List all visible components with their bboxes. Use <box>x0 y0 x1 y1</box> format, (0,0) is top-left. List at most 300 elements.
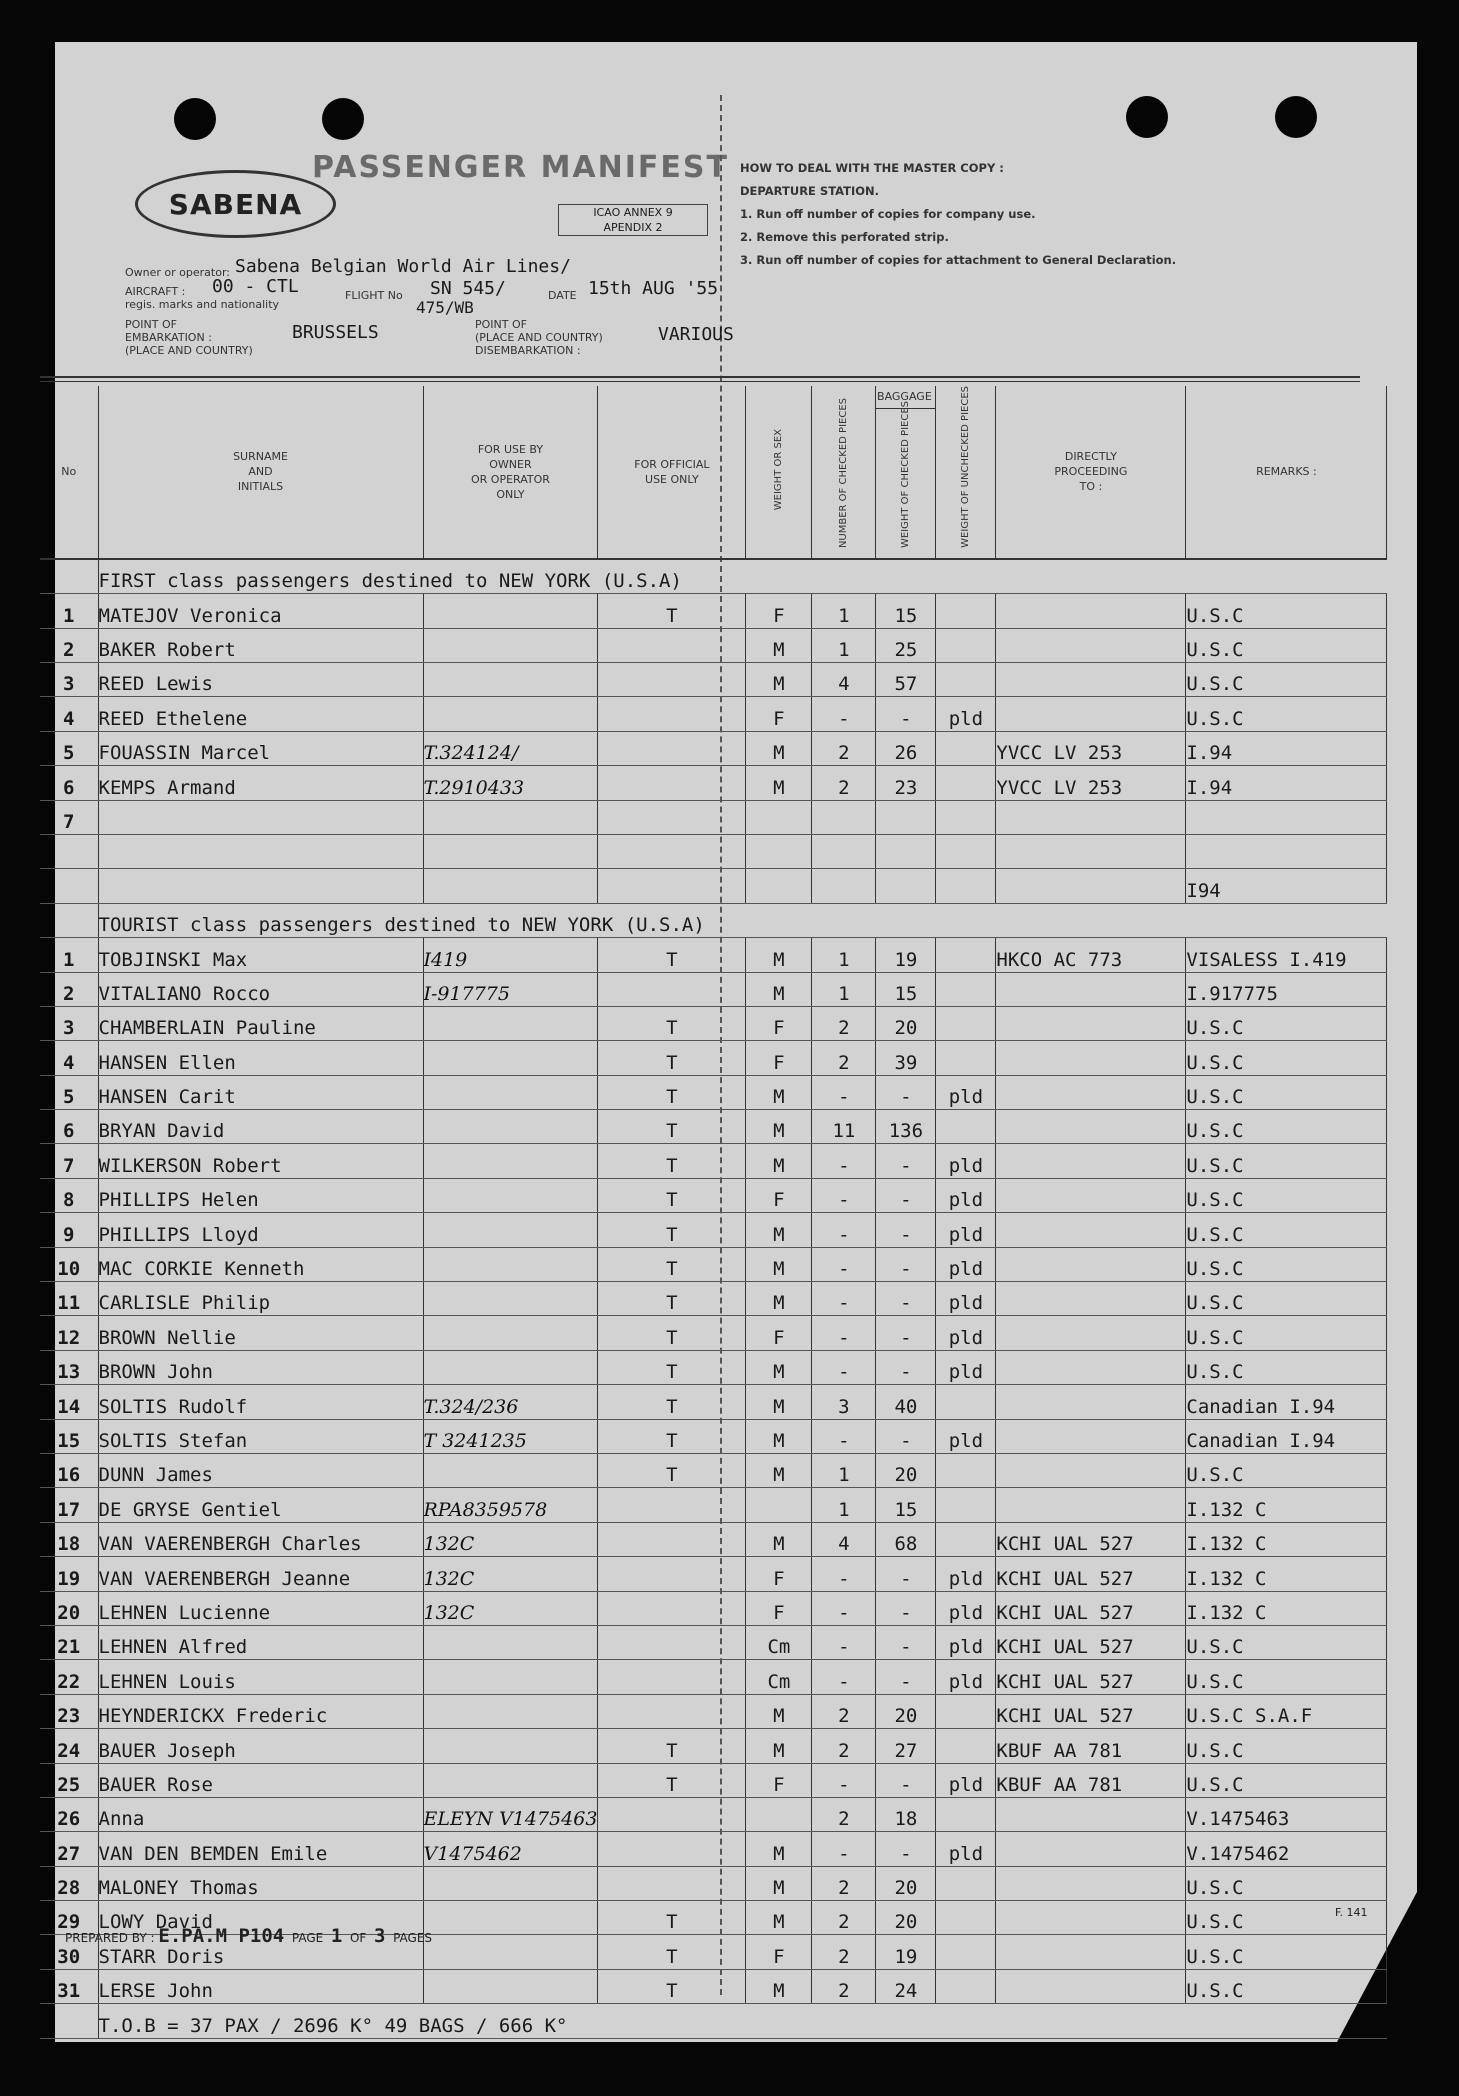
unchecked-weight: pld <box>936 1832 996 1866</box>
passenger-name: HANSEN Carit <box>98 1075 423 1109</box>
sex-male: M <box>773 948 785 971</box>
remarks: U.S.C <box>1186 628 1387 662</box>
unchecked-weight <box>936 1797 996 1831</box>
official-use-mark: T <box>598 1006 746 1040</box>
row-number: 18 <box>40 1522 98 1556</box>
row-number: 27 <box>40 1832 98 1866</box>
row-number: 5 <box>40 1075 98 1109</box>
remarks: U.S.C S.A.F <box>1186 1694 1387 1728</box>
weight-or-sex <box>746 1178 812 1212</box>
owner-use-entry <box>423 1316 598 1350</box>
remarks: U.S.C <box>1186 1901 1387 1935</box>
official-use-mark: T <box>598 1350 746 1384</box>
col-surname <box>98 386 423 559</box>
row-number: 15 <box>40 1419 98 1453</box>
checked-weight: - <box>876 1178 936 1212</box>
remarks: V.1475463 <box>1186 1797 1387 1831</box>
checked-weight: - <box>876 1557 936 1591</box>
section-heading-row <box>40 559 1387 594</box>
unchecked-weight: pld <box>936 1591 996 1625</box>
sex-female: F <box>773 604 785 627</box>
remarks: U.S.C <box>1186 1625 1387 1659</box>
row-number: 8 <box>40 1178 98 1212</box>
row-number: 22 <box>40 1660 98 1694</box>
checked-pieces: - <box>812 697 876 731</box>
checked-weight: - <box>876 1832 936 1866</box>
instructions-heading: HOW TO DEAL WITH THE MASTER COPY : <box>740 161 1004 175</box>
official-use-mark <box>598 663 746 697</box>
embark-label: EMBARKATION : <box>125 331 212 344</box>
col-unchecked-weight-label: WEIGHT OF UNCHECKED PIECES <box>960 386 972 548</box>
official-use-mark: T <box>598 1969 746 2003</box>
passenger-name: REED Ethelene <box>98 697 423 731</box>
row-number: 2 <box>40 628 98 662</box>
official-use-mark <box>598 1797 746 1831</box>
weight-or-sex <box>746 663 812 697</box>
checked-pieces: - <box>812 1660 876 1694</box>
checked-pieces: 1 <box>812 628 876 662</box>
sex-male: M <box>773 1154 785 1177</box>
checked-weight: 15 <box>876 594 936 628</box>
checked-pieces: 3 <box>812 1385 876 1419</box>
unchecked-weight <box>936 1729 996 1763</box>
punch-hole <box>174 98 216 140</box>
col-directly <box>996 386 1186 559</box>
owner-use-entry <box>423 800 598 834</box>
official-use-mark: T <box>598 594 746 628</box>
manifest-body <box>40 559 1387 2038</box>
checked-weight: 24 <box>876 1969 936 2003</box>
weight-or-sex <box>746 1901 812 1935</box>
col-surname-line: SURNAME <box>233 450 288 464</box>
owner-use-entry <box>423 1041 598 1075</box>
row-number: 31 <box>40 1969 98 2003</box>
directly-proceeding <box>996 1213 1186 1247</box>
aircraft-value: 00 - CTL <box>212 276 299 297</box>
weight-or-sex <box>746 1453 812 1487</box>
owner-use-entry <box>423 1350 598 1384</box>
unchecked-weight <box>936 869 996 903</box>
weight-or-sex <box>746 1694 812 1728</box>
checked-pieces: 2 <box>812 1729 876 1763</box>
passenger-row <box>40 1453 1387 1487</box>
weight-or-sex <box>746 834 812 868</box>
owner-use-entry: 132C <box>423 1557 598 1591</box>
passenger-row <box>40 766 1387 800</box>
remarks: U.S.C <box>1186 1660 1387 1694</box>
checked-pieces: - <box>812 1178 876 1212</box>
owner-label: Owner or operator: <box>125 266 230 279</box>
weight-or-sex <box>746 869 812 903</box>
footer <box>65 1925 432 1947</box>
sex-male: Cm <box>767 1636 791 1659</box>
checked-weight <box>876 869 936 903</box>
weight-or-sex <box>746 1213 812 1247</box>
passenger-row <box>40 1488 1387 1522</box>
unchecked-weight: pld <box>936 1660 996 1694</box>
passenger-row <box>40 869 1387 903</box>
official-use-mark <box>598 1694 746 1728</box>
unchecked-weight <box>936 628 996 662</box>
passenger-row <box>40 1247 1387 1281</box>
sex-male: M <box>773 982 785 1005</box>
checked-pieces: 2 <box>812 1866 876 1900</box>
weight-or-sex <box>746 1866 812 1900</box>
remarks: U.S.C <box>1186 1350 1387 1384</box>
checked-weight: 23 <box>876 766 936 800</box>
directly-proceeding <box>996 834 1186 868</box>
official-use-mark: T <box>598 1178 746 1212</box>
remarks: I.94 <box>1186 766 1387 800</box>
row-number: 24 <box>40 1729 98 1763</box>
page-title: PASSENGER MANIFEST <box>312 150 729 185</box>
checked-pieces: - <box>812 1213 876 1247</box>
directly-proceeding <box>996 869 1186 903</box>
row-number: 11 <box>40 1282 98 1316</box>
directly-proceeding <box>996 1350 1186 1384</box>
unchecked-weight: pld <box>936 1419 996 1453</box>
remarks: I.132 C <box>1186 1488 1387 1522</box>
remarks: U.S.C <box>1186 1729 1387 1763</box>
unchecked-weight <box>936 1006 996 1040</box>
col-owner-line: FOR USE BY <box>477 442 544 456</box>
remarks: Canadian I.94 <box>1186 1385 1387 1419</box>
owner-use-entry <box>423 1213 598 1247</box>
sex-male: M <box>773 1395 785 1418</box>
remarks: U.S.C <box>1186 1453 1387 1487</box>
directly-proceeding <box>996 663 1186 697</box>
remarks: U.S.C <box>1186 1075 1387 1109</box>
remarks: U.S.C <box>1186 1935 1387 1969</box>
weight-or-sex <box>746 938 812 972</box>
row-number <box>40 869 98 903</box>
weight-or-sex <box>746 1557 812 1591</box>
passenger-name: PHILLIPS Lloyd <box>98 1213 423 1247</box>
checked-weight: 68 <box>876 1522 936 1556</box>
unchecked-weight <box>936 1866 996 1900</box>
owner-use-entry <box>423 1694 598 1728</box>
official-use-mark: T <box>598 1041 746 1075</box>
disembark-label: POINT OF <box>475 318 527 331</box>
owner-use-entry <box>423 869 598 903</box>
checked-pieces <box>812 800 876 834</box>
passenger-row <box>40 1075 1387 1109</box>
weight-or-sex <box>746 800 812 834</box>
owner-use-entry <box>423 663 598 697</box>
row-number: 4 <box>40 1041 98 1075</box>
official-use-mark <box>598 1625 746 1659</box>
checked-pieces <box>812 834 876 868</box>
manifest-table <box>40 386 1387 2039</box>
sex-male: M <box>773 776 785 799</box>
directly-proceeding <box>996 1969 1186 2003</box>
unchecked-weight <box>936 663 996 697</box>
sex-male: M <box>773 1842 785 1865</box>
unchecked-weight: pld <box>936 1763 996 1797</box>
date-value: 15th AUG '55 <box>588 278 719 299</box>
owner-use-entry: 132C <box>423 1591 598 1625</box>
remarks: U.S.C <box>1186 1144 1387 1178</box>
weight-or-sex <box>746 1350 812 1384</box>
checked-pieces: - <box>812 1763 876 1797</box>
owner-use-entry <box>423 1625 598 1659</box>
passenger-name: MAC CORKIE Kenneth <box>98 1247 423 1281</box>
weight-or-sex <box>746 1419 812 1453</box>
official-use-mark: T <box>598 1110 746 1144</box>
checked-weight: 15 <box>876 1488 936 1522</box>
checked-weight: - <box>876 1419 936 1453</box>
passenger-row <box>40 1041 1387 1075</box>
official-use-mark <box>598 766 746 800</box>
remarks <box>1186 800 1387 834</box>
passenger-row <box>40 972 1387 1006</box>
passenger-name: BROWN Nellie <box>98 1316 423 1350</box>
checked-weight: - <box>876 1247 936 1281</box>
owner-use-entry: 132C <box>423 1522 598 1556</box>
remarks: Canadian I.94 <box>1186 1419 1387 1453</box>
directly-proceeding <box>996 1041 1186 1075</box>
unchecked-weight: pld <box>936 1178 996 1212</box>
passenger-row <box>40 1110 1387 1144</box>
checked-weight: 39 <box>876 1041 936 1075</box>
passenger-name: VITALIANO Rocco <box>98 972 423 1006</box>
passenger-row <box>40 1006 1387 1040</box>
col-owner-line: OR OPERATOR <box>470 472 550 486</box>
checked-weight: 15 <box>876 972 936 1006</box>
passenger-name: DUNN James <box>98 1453 423 1487</box>
passenger-name: VAN DEN BEMDEN Emile <box>98 1832 423 1866</box>
unchecked-weight <box>936 1041 996 1075</box>
checked-pieces: - <box>812 1419 876 1453</box>
official-use-mark <box>598 731 746 765</box>
directly-proceeding <box>996 628 1186 662</box>
remarks: U.S.C <box>1186 1247 1387 1281</box>
passenger-row <box>40 1419 1387 1453</box>
checked-weight: - <box>876 1213 936 1247</box>
weight-or-sex <box>746 1144 812 1178</box>
passenger-name: SOLTIS Rudolf <box>98 1385 423 1419</box>
owner-use-entry: RPA8359578 <box>423 1488 598 1522</box>
passenger-row <box>40 1557 1387 1591</box>
owner-use-entry <box>423 628 598 662</box>
passenger-name: HEYNDERICKX Frederic <box>98 1694 423 1728</box>
punch-hole <box>322 98 364 140</box>
divider <box>40 376 1360 378</box>
unchecked-weight: pld <box>936 1213 996 1247</box>
flight-label: FLIGHT No <box>345 289 403 302</box>
weight-or-sex <box>746 1110 812 1144</box>
row-number: 30 <box>40 1935 98 1969</box>
sex-male: M <box>773 1292 785 1315</box>
official-use-mark: T <box>598 1213 746 1247</box>
owner-use-entry <box>423 1282 598 1316</box>
unchecked-weight <box>936 1488 996 1522</box>
col-checked-weight-label: WEIGHT OF CHECKED PIECES <box>900 400 912 548</box>
directly-proceeding <box>996 1385 1186 1419</box>
sex-male: M <box>773 1533 785 1556</box>
owner-value: Sabena Belgian World Air Lines/ <box>235 256 571 277</box>
owner-use-entry <box>423 1006 598 1040</box>
official-use-mark: T <box>598 938 746 972</box>
weight-or-sex <box>746 1832 812 1866</box>
sex-male: M <box>773 673 785 696</box>
directly-proceeding: KCHI UAL 527 <box>996 1557 1186 1591</box>
checked-weight: - <box>876 1282 936 1316</box>
aircraft-label: AIRCRAFT : <box>125 285 186 298</box>
icao-line: APENDIX 2 <box>603 221 663 234</box>
passenger-row <box>40 1316 1387 1350</box>
checked-weight: 25 <box>876 628 936 662</box>
directly-proceeding <box>996 1935 1186 1969</box>
unchecked-weight: pld <box>936 1144 996 1178</box>
unchecked-weight <box>936 1694 996 1728</box>
directly-proceeding <box>996 1797 1186 1831</box>
row-number: 17 <box>40 1488 98 1522</box>
disembark-label: DISEMBARKATION : <box>475 344 581 357</box>
page-label: PAGE <box>291 1931 324 1945</box>
weight-or-sex <box>746 1488 812 1522</box>
directly-proceeding: KCHI UAL 527 <box>996 1660 1186 1694</box>
directly-proceeding: KBUF AA 781 <box>996 1763 1186 1797</box>
col-owner-line: OWNER <box>489 457 532 471</box>
passenger-row <box>40 834 1387 868</box>
remarks: U.S.C <box>1186 1041 1387 1075</box>
remarks: I.132 C <box>1186 1591 1387 1625</box>
weight-or-sex <box>746 1247 812 1281</box>
icao-line: ICAO ANNEX 9 <box>593 206 673 219</box>
weight-or-sex <box>746 1522 812 1556</box>
checked-pieces: 11 <box>812 1110 876 1144</box>
checked-pieces: - <box>812 1350 876 1384</box>
checked-weight <box>876 800 936 834</box>
passenger-row <box>40 1866 1387 1900</box>
checked-pieces: - <box>812 1144 876 1178</box>
row-number: 7 <box>40 800 98 834</box>
sex-male: M <box>773 1429 785 1452</box>
checked-pieces: - <box>812 1316 876 1350</box>
directly-proceeding <box>996 1110 1186 1144</box>
disembark-label: (PLACE AND COUNTRY) <box>475 331 603 344</box>
checked-weight: - <box>876 1144 936 1178</box>
weight-or-sex <box>746 1041 812 1075</box>
passenger-name: REED Lewis <box>98 663 423 697</box>
checked-pieces: 2 <box>812 1935 876 1969</box>
row-number: 14 <box>40 1385 98 1419</box>
unchecked-weight: pld <box>936 1625 996 1659</box>
passenger-row <box>40 1694 1387 1728</box>
checked-pieces: 1 <box>812 972 876 1006</box>
remarks: U.S.C <box>1186 1178 1387 1212</box>
remarks: U.S.C <box>1186 697 1387 731</box>
directly-proceeding <box>996 1247 1186 1281</box>
weight-or-sex <box>746 1797 812 1831</box>
directly-proceeding <box>996 594 1186 628</box>
sex-female: F <box>773 1189 785 1212</box>
passenger-name: LEHNEN Alfred <box>98 1625 423 1659</box>
owner-use-entry: T.324/236 <box>423 1385 598 1419</box>
sex-female: F <box>773 1017 785 1040</box>
directly-proceeding <box>996 1144 1186 1178</box>
checked-pieces: - <box>812 1832 876 1866</box>
directly-proceeding: KCHI UAL 527 <box>996 1591 1186 1625</box>
owner-use-entry: V1475462 <box>423 1832 598 1866</box>
of-value: 3 <box>373 1925 386 1947</box>
official-use-mark: T <box>598 1419 746 1453</box>
passenger-name: PHILLIPS Helen <box>98 1178 423 1212</box>
remarks: I.132 C <box>1186 1557 1387 1591</box>
weight-or-sex <box>746 697 812 731</box>
official-use-mark <box>598 834 746 868</box>
passenger-name: FOUASSIN Marcel <box>98 731 423 765</box>
checked-pieces: - <box>812 1625 876 1659</box>
passenger-name: MATEJOV Veronica <box>98 594 423 628</box>
official-use-mark: T <box>598 1453 746 1487</box>
section-heading: TOURIST class passengers destined to NEW YORK (U.S.A) <box>98 903 1387 937</box>
instruction-step: 1. Run off number of copies for company use. <box>740 207 1036 221</box>
row-number: 28 <box>40 1866 98 1900</box>
totals-row <box>40 2004 1387 2038</box>
remarks: U.S.C <box>1186 1763 1387 1797</box>
disembark-value: VARIOUS <box>658 324 734 345</box>
unchecked-weight <box>936 1969 996 2003</box>
passenger-name: BRYAN David <box>98 1110 423 1144</box>
unchecked-weight: pld <box>936 697 996 731</box>
unchecked-weight <box>936 766 996 800</box>
directly-proceeding <box>996 1282 1186 1316</box>
sex-male: M <box>773 639 785 661</box>
sex-male: M <box>773 1258 785 1281</box>
sex-male: M <box>773 1464 785 1487</box>
row-number: 21 <box>40 1625 98 1659</box>
passenger-name: DE GRYSE Gentiel <box>98 1488 423 1522</box>
unchecked-weight <box>936 731 996 765</box>
checked-pieces: 2 <box>812 1041 876 1075</box>
official-use-mark <box>598 1660 746 1694</box>
weight-or-sex <box>746 972 812 1006</box>
col-remarks: REMARKS : <box>1186 386 1387 559</box>
punch-hole <box>1275 96 1317 138</box>
directly-proceeding: KCHI UAL 527 <box>996 1625 1186 1659</box>
unchecked-weight <box>936 1453 996 1487</box>
table-header <box>40 386 1387 559</box>
col-directly-line: TO : <box>1079 480 1103 494</box>
passenger-name: LEHNEN Lucienne <box>98 1591 423 1625</box>
official-use-mark: T <box>598 1282 746 1316</box>
checked-pieces: 2 <box>812 1797 876 1831</box>
owner-use-entry <box>423 1075 598 1109</box>
pages-label: PAGES <box>393 1931 433 1945</box>
owner-use-entry <box>423 1453 598 1487</box>
sex-female: F <box>773 707 785 730</box>
row-number: 6 <box>40 1110 98 1144</box>
sex-male: M <box>773 1086 785 1109</box>
sex-male: M <box>773 1739 785 1762</box>
passenger-row <box>40 800 1387 834</box>
passenger-row <box>40 1625 1387 1659</box>
form-reference: F. 141 <box>1335 1906 1368 1919</box>
checked-weight: 57 <box>876 663 936 697</box>
owner-use-entry <box>423 834 598 868</box>
official-use-mark: T <box>598 1075 746 1109</box>
official-use-mark: T <box>598 1247 746 1281</box>
col-official-line: FOR OFFICIAL <box>634 457 710 471</box>
weight-or-sex <box>746 1075 812 1109</box>
instructions <box>740 157 1176 272</box>
row-number: 2 <box>40 972 98 1006</box>
row-number <box>40 903 98 937</box>
passenger-name: WILKERSON Robert <box>98 1144 423 1178</box>
passenger-row <box>40 1797 1387 1831</box>
